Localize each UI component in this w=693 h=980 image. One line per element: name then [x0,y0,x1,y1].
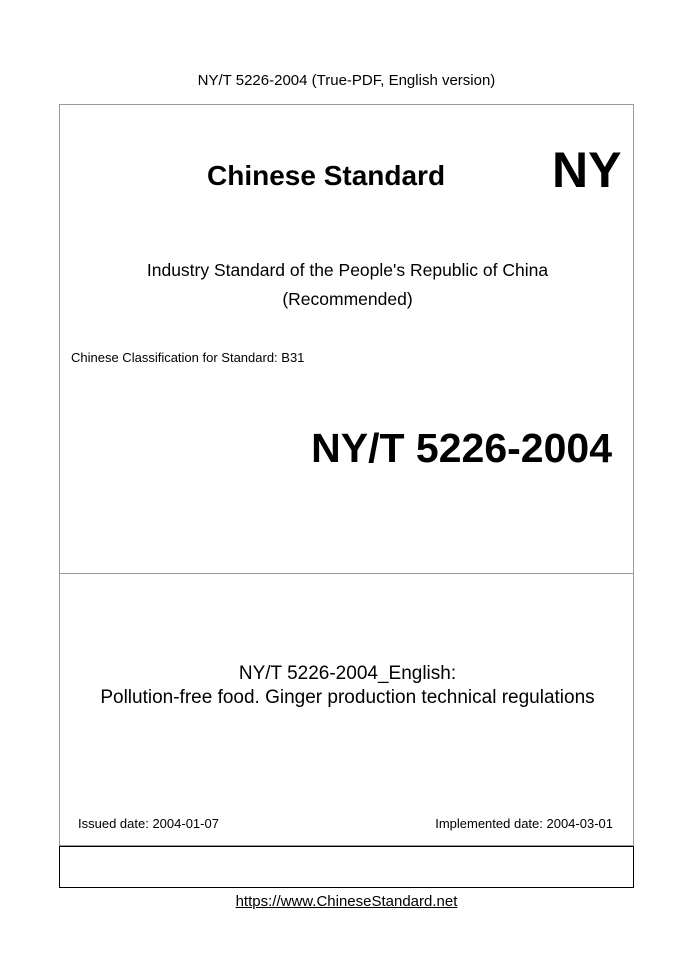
website-link-container [0,893,693,910]
doc-type-title: Chinese Standard [207,160,446,191]
standard-number: NY/T 5226-2004 [311,425,612,471]
classification-text: Chinese Classification for Standard: B31 [71,350,305,365]
issued-date: Issued date: 2004-01-07 [78,816,219,831]
cover-bottom-section [59,574,634,846]
website-link[interactable]: https://www.ChineseStandard.net [235,893,458,910]
page-header: NY/T 5226-2004 (True-PDF, English version) [197,72,496,89]
standard-title-line2: Pollution-free food. Ginger production technical regulations [100,687,595,708]
implemented-date: Implemented date: 2004-03-01 [435,816,613,831]
cover-top-section [59,104,634,574]
issuer-line: Industry Standard of the People's Republic of China [146,260,549,280]
standard-title-line1: NY/T 5226-2004_English: [238,663,457,684]
recommended-label: (Recommended) [282,289,413,309]
footer-box [59,846,634,888]
doc-code: NY [552,142,622,198]
